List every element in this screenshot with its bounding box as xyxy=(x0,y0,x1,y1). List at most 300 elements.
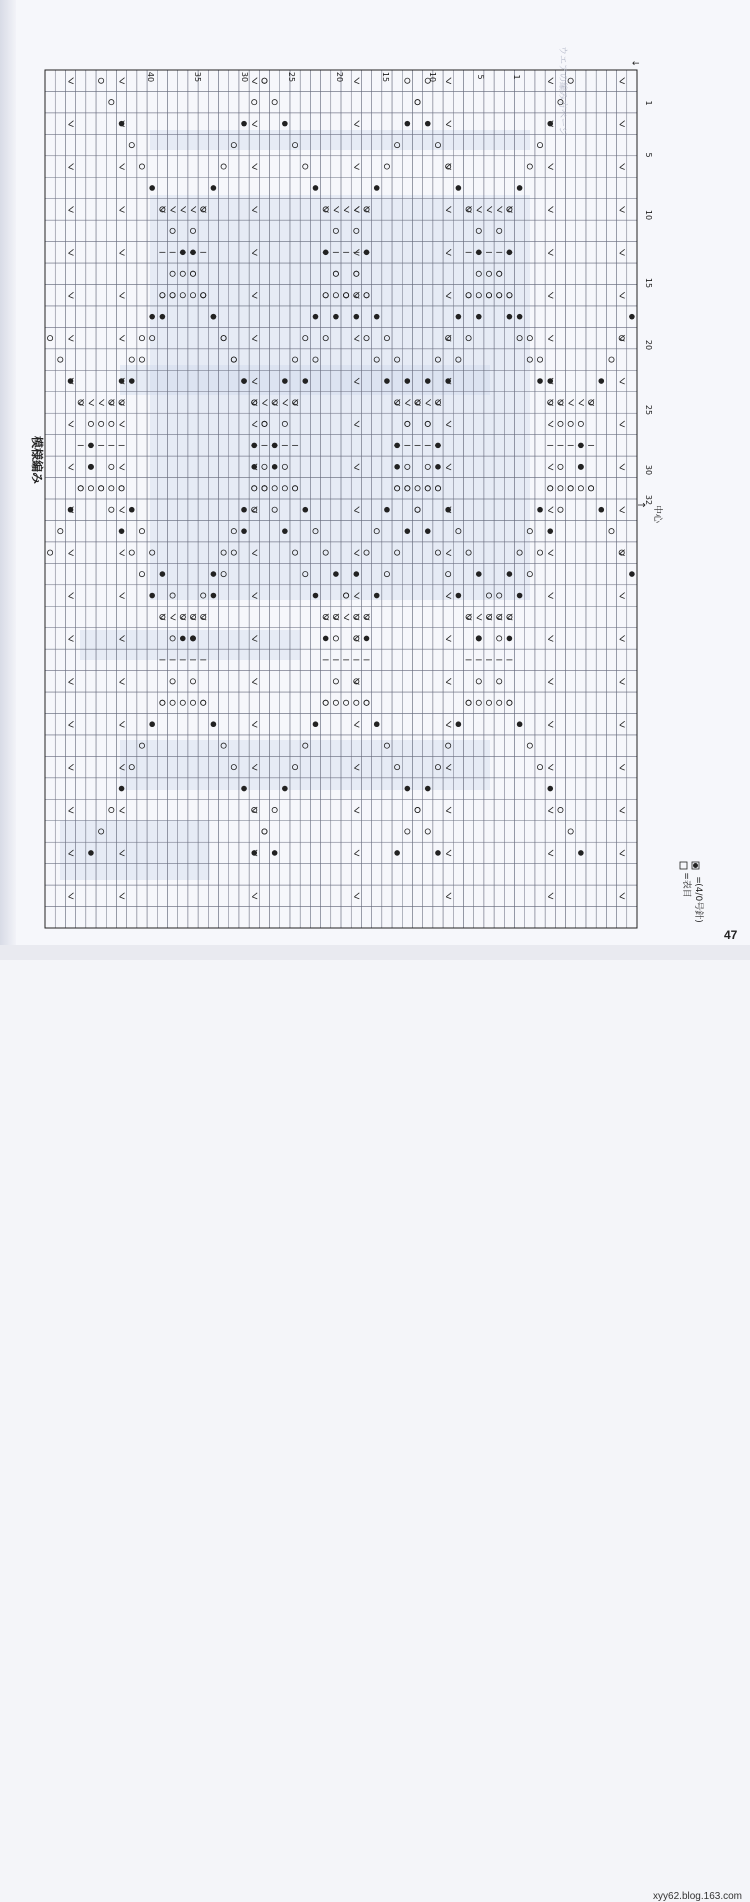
grid-cell xyxy=(453,649,463,670)
grid-cell xyxy=(555,306,565,327)
grid-cell xyxy=(45,714,55,735)
grid-cell xyxy=(494,671,504,692)
grid-cell xyxy=(617,413,627,434)
grid-cell xyxy=(137,177,147,198)
grid-cell xyxy=(443,821,453,842)
decrease-symbol xyxy=(69,421,74,427)
grid-cell xyxy=(463,842,473,863)
decrease-symbol xyxy=(620,78,625,84)
grid-cell xyxy=(392,91,402,112)
grid-cell xyxy=(229,842,239,863)
grid-cell xyxy=(361,842,371,863)
grid-cell xyxy=(86,242,96,263)
grid-cell xyxy=(96,70,106,91)
grid-cell xyxy=(300,70,310,91)
decrease-symbol xyxy=(252,893,257,899)
grid-cell xyxy=(86,714,96,735)
grid-cell xyxy=(55,671,65,692)
grid-cell xyxy=(321,671,331,692)
grid-cell xyxy=(239,606,249,627)
bobble-symbol xyxy=(425,378,431,384)
grid-cell xyxy=(586,864,596,885)
grid-cell xyxy=(576,370,586,391)
grid-cell xyxy=(259,156,269,177)
bobble-symbol xyxy=(445,378,451,384)
bobble-symbol xyxy=(333,571,339,577)
grid-cell xyxy=(535,907,545,928)
grid-cell xyxy=(106,907,116,928)
grid-cell xyxy=(137,327,147,348)
bobble-symbol xyxy=(547,121,553,127)
grid-cell xyxy=(535,435,545,456)
grid-cell xyxy=(137,113,147,134)
decrease-symbol xyxy=(548,721,553,727)
grid-cell xyxy=(198,714,208,735)
grid-cell xyxy=(555,778,565,799)
grid-cell xyxy=(504,821,514,842)
grid-cell xyxy=(290,864,300,885)
grid-cell xyxy=(167,606,177,627)
grid-cell xyxy=(423,907,433,928)
row-number: 35 xyxy=(193,71,202,83)
grid-cell xyxy=(65,649,75,670)
grid-cell xyxy=(310,907,320,928)
grid-cell xyxy=(412,885,422,906)
grid-cell xyxy=(443,864,453,885)
grid-cell xyxy=(525,842,535,863)
grid-cell xyxy=(576,91,586,112)
grid-cell xyxy=(341,156,351,177)
grid-cell xyxy=(45,692,55,713)
grid-cell xyxy=(249,606,259,627)
grid-cell xyxy=(617,349,627,370)
grid-cell xyxy=(86,778,96,799)
grid-cell xyxy=(586,821,596,842)
decrease-symbol xyxy=(354,721,359,727)
grid-cell xyxy=(576,692,586,713)
grid-cell xyxy=(198,799,208,820)
grid-cell xyxy=(555,499,565,520)
yarnover-symbol xyxy=(262,78,267,83)
grid-cell xyxy=(372,907,382,928)
grid-cell xyxy=(137,606,147,627)
grid-cell xyxy=(259,692,269,713)
bobble-symbol xyxy=(547,378,553,384)
grid-cell xyxy=(229,70,239,91)
grid-cell xyxy=(402,842,412,863)
grid-cell xyxy=(76,456,86,477)
grid-cell xyxy=(157,692,167,713)
grid-cell xyxy=(351,885,361,906)
grid-cell xyxy=(566,478,576,499)
grid-cell xyxy=(606,821,616,842)
grid-cell xyxy=(606,520,616,541)
grid-cell xyxy=(86,263,96,284)
grid-cell xyxy=(86,113,96,134)
decrease-symbol xyxy=(252,121,257,127)
yarnover-symbol xyxy=(170,679,175,684)
decrease-symbol xyxy=(120,807,125,813)
grid-cell xyxy=(127,263,137,284)
grid-cell xyxy=(331,885,341,906)
decrease-symbol xyxy=(620,764,625,770)
grid-cell xyxy=(474,885,484,906)
grid-cell xyxy=(65,285,75,306)
decrease-symbol xyxy=(620,593,625,599)
grid-cell xyxy=(351,671,361,692)
grid-cell xyxy=(45,392,55,413)
grid-cell xyxy=(55,134,65,155)
grid-cell xyxy=(116,478,126,499)
grid-cell xyxy=(116,70,126,91)
grid-cell xyxy=(504,885,514,906)
grid-cell xyxy=(106,456,116,477)
grid-cell xyxy=(566,649,576,670)
grid-cell xyxy=(157,671,167,692)
yarnover-symbol xyxy=(568,829,573,834)
bobble-symbol xyxy=(384,507,390,513)
bobble-symbol xyxy=(405,528,411,534)
grid-cell xyxy=(127,542,137,563)
grid-cell xyxy=(525,714,535,735)
yarnover-symbol xyxy=(139,571,144,576)
grid-cell xyxy=(45,778,55,799)
decrease-symbol xyxy=(620,292,625,298)
grid-cell xyxy=(249,821,259,842)
grid-cell xyxy=(596,671,606,692)
bobble-symbol xyxy=(160,571,166,577)
grid-cell xyxy=(167,885,177,906)
grid-cell xyxy=(433,714,443,735)
grid-cell xyxy=(566,392,576,413)
grid-cell xyxy=(147,799,157,820)
grid-cell xyxy=(208,799,218,820)
bobble-symbol xyxy=(517,721,523,727)
bobble-symbol xyxy=(394,464,400,470)
grid-cell xyxy=(127,435,137,456)
bobble-symbol xyxy=(149,314,155,320)
grid-cell xyxy=(45,585,55,606)
grid-cell xyxy=(321,864,331,885)
grid-cell xyxy=(55,907,65,928)
grid-cell xyxy=(576,177,586,198)
bobble-symbol xyxy=(405,378,411,384)
yarnover-symbol xyxy=(415,100,420,105)
decrease-symbol xyxy=(354,893,359,899)
grid-cell xyxy=(76,392,86,413)
grid-cell xyxy=(576,628,586,649)
grid-cell xyxy=(96,520,106,541)
grid-cell xyxy=(586,499,596,520)
grid-cell xyxy=(433,821,443,842)
grid-cell xyxy=(106,242,116,263)
grid-cell xyxy=(606,864,616,885)
bobble-symbol xyxy=(364,636,370,642)
grid-cell xyxy=(463,156,473,177)
grid-cell xyxy=(504,799,514,820)
grid-cell xyxy=(55,520,65,541)
grid-cell xyxy=(443,606,453,627)
row-number: 40 xyxy=(146,71,155,83)
grid-cell xyxy=(515,628,525,649)
grid-cell xyxy=(504,692,514,713)
ghost-header: ウエアの編み方ページ xyxy=(557,46,567,136)
grid-cell xyxy=(535,349,545,370)
grid-cell xyxy=(280,671,290,692)
decrease-symbol xyxy=(120,550,125,556)
grid-cell xyxy=(86,177,96,198)
grid-cell xyxy=(341,842,351,863)
decrease-symbol xyxy=(446,893,451,899)
grid-cell xyxy=(566,714,576,735)
decrease-symbol xyxy=(548,164,553,170)
grid-cell xyxy=(596,907,606,928)
grid-cell xyxy=(535,606,545,627)
grid-cell xyxy=(617,70,627,91)
yarnover-symbol xyxy=(609,357,614,362)
grid-cell xyxy=(627,885,637,906)
grid-cell xyxy=(545,70,555,91)
grid-cell xyxy=(270,885,280,906)
bobble-symbol xyxy=(476,636,482,642)
grid-cell xyxy=(555,242,565,263)
grid-cell xyxy=(555,220,565,241)
legend-bobble-text: (4/0号針) xyxy=(693,883,703,923)
grid-cell xyxy=(55,285,65,306)
grid-cell xyxy=(382,156,392,177)
grid-cell xyxy=(555,671,565,692)
grid-cell xyxy=(55,370,65,391)
grid-cell xyxy=(239,821,249,842)
bobble-symbol xyxy=(354,314,360,320)
decrease-symbol xyxy=(69,764,74,770)
grid-cell xyxy=(219,907,229,928)
grid-cell xyxy=(596,456,606,477)
grid-cell xyxy=(188,885,198,906)
bobble-symbol xyxy=(507,314,513,320)
grid-cell xyxy=(331,842,341,863)
grid-cell xyxy=(566,306,576,327)
grid-cell xyxy=(45,885,55,906)
grid-cell xyxy=(433,606,443,627)
grid-cell xyxy=(106,327,116,348)
grid-cell xyxy=(96,413,106,434)
grid-cell xyxy=(463,864,473,885)
grid-cell xyxy=(555,864,565,885)
bobble-symbol xyxy=(374,593,380,599)
grid-cell xyxy=(76,563,86,584)
grid-cell xyxy=(65,628,75,649)
yarnover-symbol xyxy=(558,507,563,512)
grid-cell xyxy=(606,885,616,906)
grid-cell xyxy=(525,70,535,91)
grid-cell xyxy=(45,542,55,563)
grid-cell xyxy=(596,177,606,198)
grid-cell xyxy=(525,628,535,649)
grid-cell xyxy=(270,714,280,735)
grid-cell xyxy=(219,156,229,177)
grid-cell xyxy=(566,585,576,606)
grid-cell xyxy=(55,563,65,584)
grid-cell xyxy=(617,907,627,928)
grid-cell xyxy=(178,671,188,692)
grid-cell xyxy=(555,392,565,413)
grid-cell xyxy=(116,542,126,563)
grid-cell xyxy=(627,242,637,263)
grid-cell xyxy=(157,156,167,177)
grid-cell xyxy=(402,821,412,842)
grid-cell xyxy=(106,220,116,241)
grid-cell xyxy=(586,649,596,670)
grid-cell xyxy=(45,799,55,820)
grid-cell xyxy=(127,156,137,177)
grid-cell xyxy=(259,606,269,627)
yarnover-symbol xyxy=(58,529,63,534)
grid-cell xyxy=(555,478,565,499)
decrease-symbol xyxy=(120,164,125,170)
grid-cell xyxy=(45,91,55,112)
grid-cell xyxy=(65,778,75,799)
bobble-symbol xyxy=(129,378,135,384)
grid-cell xyxy=(127,220,137,241)
grid-cell xyxy=(494,799,504,820)
grid-cell xyxy=(45,456,55,477)
grid-cell xyxy=(463,907,473,928)
grid-cell xyxy=(576,285,586,306)
grid-cell xyxy=(576,735,586,756)
grid-cell xyxy=(484,842,494,863)
grid-cell xyxy=(280,907,290,928)
grid-cell xyxy=(219,821,229,842)
bobble-symbol xyxy=(241,378,247,384)
grid-cell xyxy=(351,821,361,842)
grid-cell xyxy=(45,864,55,885)
grid-cell xyxy=(586,156,596,177)
grid-cell xyxy=(65,478,75,499)
grid-cell xyxy=(617,778,627,799)
grid-cell xyxy=(188,91,198,112)
grid-cell xyxy=(351,692,361,713)
grid-cell xyxy=(606,671,616,692)
grid-cell xyxy=(453,692,463,713)
grid-cell xyxy=(280,842,290,863)
bobble-symbol xyxy=(211,571,217,577)
bobble-symbol xyxy=(445,507,451,513)
grid-cell xyxy=(178,156,188,177)
decrease-symbol xyxy=(620,807,625,813)
grid-cell xyxy=(423,692,433,713)
grid-cell xyxy=(45,520,55,541)
grid-cell xyxy=(55,799,65,820)
grid-cell xyxy=(65,714,75,735)
grid-cell xyxy=(586,349,596,370)
grid-cell xyxy=(504,714,514,735)
bobble-symbol xyxy=(282,121,288,127)
grid-cell xyxy=(239,842,249,863)
grid-cell xyxy=(127,177,137,198)
grid-cell xyxy=(576,156,586,177)
grid-cell xyxy=(361,91,371,112)
grid-cell xyxy=(229,606,239,627)
grid-cell xyxy=(545,349,555,370)
grid-cell xyxy=(586,563,596,584)
footer-bar xyxy=(0,945,750,1902)
grid-cell xyxy=(55,327,65,348)
grid-cell xyxy=(106,263,116,284)
grid-cell xyxy=(351,156,361,177)
grid-cell xyxy=(341,885,351,906)
grid-cell xyxy=(321,70,331,91)
grid-cell xyxy=(555,735,565,756)
grid-cell xyxy=(116,585,126,606)
grid-cell xyxy=(341,606,351,627)
grid-cell xyxy=(515,842,525,863)
grid-cell xyxy=(116,714,126,735)
grid-cell xyxy=(178,799,188,820)
grid-cell xyxy=(402,649,412,670)
grid-cell xyxy=(331,714,341,735)
grid-cell xyxy=(76,134,86,155)
grid-cell xyxy=(606,242,616,263)
grid-cell xyxy=(361,671,371,692)
grid-cell xyxy=(423,864,433,885)
grid-cell xyxy=(504,735,514,756)
grid-cell xyxy=(331,606,341,627)
bobble-symbol xyxy=(241,786,247,792)
grid-cell xyxy=(86,692,96,713)
grid-cell xyxy=(576,778,586,799)
grid-cell xyxy=(555,649,565,670)
decrease-symbol xyxy=(548,764,553,770)
grid-cell xyxy=(586,735,596,756)
grid-cell xyxy=(566,370,576,391)
grid-cell xyxy=(208,91,218,112)
grid-cell xyxy=(86,156,96,177)
yarnover-symbol xyxy=(252,100,257,105)
grid-cell xyxy=(474,91,484,112)
grid-cell xyxy=(576,606,586,627)
column-number: 10 xyxy=(644,209,653,221)
grid-cell xyxy=(106,478,116,499)
grid-cell xyxy=(586,478,596,499)
grid-cell xyxy=(555,606,565,627)
grid-cell xyxy=(606,478,616,499)
grid-cell xyxy=(351,714,361,735)
grid-cell xyxy=(106,563,116,584)
grid-cell xyxy=(555,285,565,306)
grid-cell xyxy=(596,542,606,563)
grid-cell xyxy=(219,91,229,112)
yarnover-symbol xyxy=(486,700,491,705)
bobble-symbol xyxy=(507,571,513,577)
grid-cell xyxy=(402,714,412,735)
grid-cell xyxy=(392,799,402,820)
grid-cell xyxy=(382,864,392,885)
decrease-symbol xyxy=(69,893,74,899)
grid-cell xyxy=(198,91,208,112)
grid-cell xyxy=(576,821,586,842)
yarnover-symbol xyxy=(558,464,563,469)
grid-cell xyxy=(576,649,586,670)
yarnover-symbol xyxy=(109,421,114,426)
grid-cell xyxy=(453,671,463,692)
grid-cell xyxy=(586,70,596,91)
grid-cell xyxy=(96,349,106,370)
grid-cell xyxy=(392,649,402,670)
bobble-symbol xyxy=(517,185,523,191)
grid-cell xyxy=(55,156,65,177)
grid-cell xyxy=(86,520,96,541)
